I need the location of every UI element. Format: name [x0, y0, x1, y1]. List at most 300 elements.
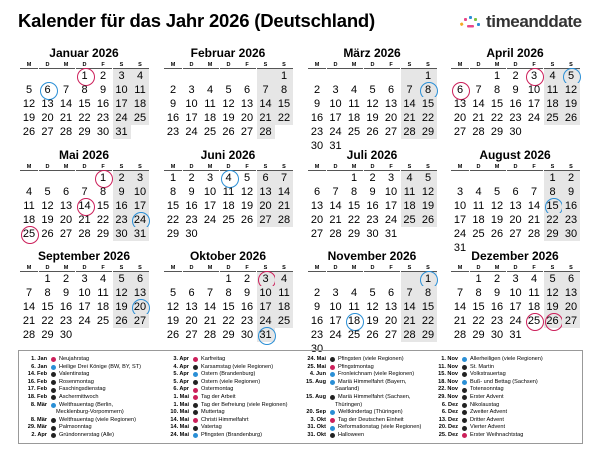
legend-item: [434, 364, 543, 372]
legend-holiday-name: Heilige Drei Könige (BW, BY, ST): [59, 363, 141, 370]
day-cell: 30: [509, 126, 522, 138]
legend-item: [165, 356, 287, 364]
bullet-icon: [330, 372, 335, 377]
legend-holiday-name: Weltkindertag (Thüringen): [338, 409, 403, 416]
day-cell: 21: [275, 199, 293, 213]
weekday-header: F: [382, 264, 400, 272]
day-cell: 16: [96, 98, 110, 110]
legend-item: [165, 364, 287, 372]
day-cell: 14: [275, 185, 293, 199]
day-cell: 2: [99, 70, 107, 82]
weekday-header: S: [544, 163, 562, 171]
weekday-header: S: [562, 61, 580, 69]
weekday-header: S: [113, 163, 131, 171]
day-cell: 8: [99, 186, 107, 198]
legend-item: [165, 379, 287, 387]
legend-item: [165, 409, 287, 417]
day-cell: 6: [562, 272, 580, 286]
legend-item: [302, 409, 421, 417]
month-title: November 2026: [327, 249, 417, 263]
weekday-header: D: [76, 163, 94, 171]
day-cell: 15: [96, 200, 110, 212]
day-cell: 11: [528, 287, 540, 299]
day-cell: 22: [472, 315, 485, 327]
day-cell: 29: [419, 328, 437, 342]
legend-holiday-name: Gründonnerstag (Alle): [59, 431, 115, 438]
day-cell: 10: [185, 98, 198, 110]
day-cell: 10: [131, 185, 149, 199]
day-cell: 26: [41, 228, 54, 240]
day-cell: 8: [275, 83, 293, 97]
bullet-icon: [330, 395, 335, 400]
legend-holiday-name: Pfingstmontag: [338, 363, 374, 370]
day-cell: 13: [384, 98, 398, 110]
day-cell: 8: [419, 286, 437, 300]
bullet-icon: [462, 410, 467, 415]
day-cell: 26: [113, 314, 131, 328]
day-cell: 3: [257, 272, 275, 286]
legend-holiday-name: Rosenmontag: [59, 378, 94, 385]
empty-cell: [525, 171, 543, 185]
legend-holiday-name: Neujahrstag: [59, 356, 90, 362]
empty-cell: [364, 272, 382, 286]
day-cell: 15: [472, 301, 485, 313]
day-cell: 9: [512, 84, 519, 96]
day-cell: 12: [166, 301, 180, 313]
day-cell: 19: [41, 214, 54, 226]
day-cell: 30: [240, 329, 254, 341]
day-cell: 1: [169, 172, 177, 184]
day-cell: 26: [366, 126, 379, 138]
weekday-header: D: [220, 264, 238, 272]
day-cell: 6: [62, 186, 70, 198]
day-cell: 9: [113, 185, 131, 199]
day-cell: 19: [222, 112, 235, 124]
weekday-header: S: [401, 61, 419, 69]
weekday-header: D: [470, 163, 488, 171]
day-cell: 10: [329, 301, 342, 313]
day-cell: 29: [347, 228, 361, 240]
day-cell: 8: [350, 186, 358, 198]
day-cell: 1: [94, 171, 112, 185]
day-cell: 24: [329, 126, 342, 138]
weekday-header: S: [419, 264, 437, 272]
weekday-header: S: [131, 61, 149, 69]
day-cell: 13: [185, 301, 198, 313]
legend-date: 15. Nov: [438, 371, 458, 378]
day-cell: 9: [493, 287, 501, 299]
empty-cell: [220, 69, 238, 83]
day-cell: 19: [490, 214, 504, 226]
day-cell: 3: [206, 172, 214, 184]
day-cell: 3: [113, 69, 131, 83]
day-cell: 28: [78, 228, 91, 240]
empty-cell: [382, 272, 400, 286]
month-days-grid: [308, 163, 437, 241]
weekday-header: M: [201, 163, 219, 171]
day-cell: 13: [509, 200, 522, 212]
legend-date: 16. Feb: [27, 378, 47, 385]
day-cell: 10: [113, 83, 131, 97]
month-title: Februar 2026: [190, 46, 266, 60]
day-cell: 11: [348, 98, 360, 110]
day-cell: 14: [472, 98, 485, 110]
day-cell: 25: [96, 315, 110, 327]
day-cell: 28: [59, 126, 73, 138]
bullet-icon: [462, 357, 467, 362]
day-cell: 20: [509, 214, 522, 226]
day-cell: 31: [509, 329, 522, 341]
weekday-header: D: [183, 61, 201, 69]
day-cell: 14: [329, 200, 342, 212]
day-cell: 4: [401, 171, 419, 185]
day-cell: 10: [203, 186, 217, 198]
legend-date: 11. Nov: [438, 363, 458, 370]
day-cell: 16: [240, 301, 254, 313]
empty-cell: [327, 171, 345, 185]
day-cell: 16: [490, 301, 504, 313]
bullet-icon: [330, 410, 335, 415]
day-cell: 1: [493, 70, 501, 82]
bullet-icon: [462, 380, 467, 385]
day-cell: 5: [169, 287, 177, 299]
legend-item: [302, 394, 421, 402]
legend-holiday-name: Valentinstag: [59, 371, 90, 378]
month-days-grid: [20, 163, 149, 241]
empty-cell: [401, 272, 419, 286]
empty-cell: [345, 272, 363, 286]
legend-holiday-name: Allerheiligen (viele Regionen): [470, 356, 543, 362]
empty-cell: [470, 69, 488, 83]
day-cell: 25: [525, 314, 543, 328]
day-cell: 3: [332, 287, 339, 299]
day-cell: 22: [347, 214, 361, 226]
day-cell: 5: [369, 84, 376, 96]
bullet-icon: [193, 365, 198, 370]
day-cell: 22: [419, 111, 437, 125]
legend-holiday-name: Pfingsten (Brandenburg): [201, 431, 262, 438]
day-cell: 27: [131, 314, 149, 328]
day-cell: 18: [544, 97, 562, 111]
day-cell: 15: [41, 301, 54, 313]
day-cell: 1: [419, 272, 437, 286]
day-cell: 13: [131, 286, 149, 300]
legend-item: [23, 386, 141, 394]
day-cell: 8: [475, 287, 482, 299]
legend-item: [165, 394, 287, 402]
bullet-icon: [193, 395, 198, 400]
legend-holiday-name: Karsamstag (viele Regionen): [201, 363, 274, 370]
weekday-header: D: [39, 61, 57, 69]
weekday-header: M: [201, 61, 219, 69]
empty-cell: [364, 69, 382, 83]
day-cell: 11: [401, 185, 419, 199]
day-cell: 19: [419, 199, 437, 213]
day-cell: 22: [419, 314, 437, 328]
day-cell: 9: [99, 84, 107, 96]
day-cell: 6: [512, 186, 519, 198]
weekday-header: S: [275, 264, 293, 272]
day-cell: 13: [240, 98, 254, 110]
day-cell: 6: [387, 287, 395, 299]
day-cell: 28: [257, 125, 275, 139]
day-cell: 16: [166, 112, 180, 124]
empty-cell: [57, 69, 75, 83]
empty-cell: [507, 171, 525, 185]
weekday-header: M: [57, 163, 75, 171]
day-cell: 18: [22, 214, 36, 226]
weekday-header: M: [488, 264, 506, 272]
day-cell: 10: [384, 186, 398, 198]
day-cell: 24: [78, 315, 91, 327]
day-cell: 20: [185, 315, 198, 327]
empty-cell: [20, 69, 38, 83]
legend-date: 25. Dez: [438, 431, 458, 438]
day-cell: 27: [384, 126, 398, 138]
day-cell: 24: [185, 126, 198, 138]
day-cell: 3: [81, 273, 88, 285]
month-days-grid: [451, 61, 580, 139]
day-cell: 3: [131, 171, 149, 185]
weekday-header: M: [57, 61, 75, 69]
day-cell: 21: [78, 214, 91, 226]
legend-item: [302, 417, 421, 425]
legend-holiday-name: Faschingsdienstag: [59, 386, 106, 393]
day-cell: 16: [59, 301, 73, 313]
day-cell: 14: [527, 200, 541, 212]
day-cell: 31: [257, 328, 275, 342]
day-cell: 7: [81, 186, 88, 198]
day-cell: 9: [188, 186, 195, 198]
day-cell: 20: [131, 300, 149, 314]
day-cell: 17: [384, 200, 398, 212]
month-days-grid: [20, 264, 149, 342]
day-cell: 12: [366, 98, 379, 110]
bullet-icon: [462, 426, 467, 431]
day-cell: 17: [453, 214, 467, 226]
day-cell: 18: [472, 214, 485, 226]
legend-date: 8. Mär: [30, 416, 47, 423]
empty-cell: [451, 69, 469, 83]
weekday-header: S: [113, 61, 131, 69]
bullet-icon: [462, 372, 467, 377]
day-cell: 24: [527, 112, 541, 124]
weekday-header: D: [364, 61, 382, 69]
legend-item: [302, 356, 421, 364]
bullet-icon: [462, 433, 467, 438]
day-cell: 15: [419, 97, 437, 111]
month-days-grid: [164, 264, 293, 342]
month-title: April 2026: [486, 46, 544, 60]
legend-holiday-name: Ostern (viele Regionen): [201, 378, 261, 385]
day-cell: 21: [527, 214, 541, 226]
legend-column: [165, 356, 287, 440]
day-cell: 29: [78, 126, 91, 138]
month-11: [307, 249, 437, 356]
day-cell: 26: [240, 214, 254, 226]
weekday-header: D: [470, 264, 488, 272]
bullet-icon: [330, 380, 335, 385]
legend-continuation: Saarland): [335, 386, 360, 393]
legend-item: [434, 417, 543, 425]
page-title: Kalender für das Jahr 2026 (Deutschland): [18, 10, 375, 31]
day-cell: 10: [509, 287, 522, 299]
day-cell: 21: [401, 314, 419, 328]
day-cell: 12: [113, 286, 131, 300]
empty-cell: [20, 171, 38, 185]
weekday-header: S: [401, 264, 419, 272]
day-cell: 4: [25, 186, 33, 198]
legend-holiday-name: Zweiter Advent: [470, 409, 507, 416]
legend-date: 22. Nov: [438, 386, 458, 393]
day-cell: 12: [22, 98, 36, 110]
day-cell: 25: [544, 111, 562, 125]
legend-date: 3. Okt: [310, 416, 326, 423]
empty-cell: [39, 69, 57, 83]
day-cell: 1: [76, 69, 94, 83]
legend-date: 3. Apr: [173, 356, 189, 362]
empty-cell: [308, 171, 326, 185]
day-cell: 18: [203, 112, 217, 124]
day-cell: 13: [41, 98, 54, 110]
day-cell: 4: [99, 273, 107, 285]
legend-holiday-name: Totensonntag: [470, 386, 504, 393]
day-cell: 9: [169, 98, 177, 110]
day-cell: 17: [131, 199, 149, 213]
day-cell: 23: [59, 315, 73, 327]
day-cell: 22: [490, 112, 504, 124]
day-cell: 20: [257, 199, 275, 213]
day-cell: 29: [472, 329, 485, 341]
day-cell: 21: [257, 111, 275, 125]
legend-holiday-name: Mariä Himmelfahrt (Bayern,: [338, 378, 407, 385]
legend-date: 15. Aug: [306, 393, 326, 400]
day-cell: 14: [257, 97, 275, 111]
legend-column: [302, 356, 421, 440]
weekday-header: M: [164, 61, 182, 69]
day-cell: 4: [350, 287, 358, 299]
day-cell: 22: [166, 214, 180, 226]
bullet-icon: [330, 426, 335, 431]
day-cell: 2: [113, 171, 131, 185]
legend-date: 20. Dez: [438, 424, 458, 431]
day-cell: 30: [366, 228, 379, 240]
day-cell: 30: [490, 329, 504, 341]
day-cell: 10: [329, 98, 342, 110]
month-8: [450, 148, 580, 255]
day-cell: 1: [225, 273, 232, 285]
weekday-header: S: [131, 163, 149, 171]
month-title: Januar 2026: [49, 46, 119, 60]
day-cell: 6: [39, 83, 57, 97]
day-cell: 17: [509, 301, 522, 313]
bullet-icon: [193, 418, 198, 423]
logo-text: timeanddate: [486, 12, 582, 31]
day-cell: 2: [562, 171, 580, 185]
day-cell: 1: [44, 273, 51, 285]
day-cell: 22: [78, 112, 91, 124]
day-cell: 19: [562, 97, 580, 111]
weekday-header: F: [525, 163, 543, 171]
legend-holiday-name: Weltfrauentag (Berlin,: [59, 401, 113, 408]
month-2: [163, 46, 293, 139]
day-cell: 26: [419, 213, 437, 227]
legend-holiday-name: Volkstrauertag: [470, 371, 506, 378]
bullet-icon: [330, 418, 335, 423]
day-cell: 26: [366, 329, 379, 341]
legend-date: 14. Feb: [27, 371, 47, 378]
day-cell: 23: [562, 213, 580, 227]
bullet-icon: [193, 426, 198, 431]
month-title: Oktober 2026: [189, 249, 267, 263]
weekday-header: M: [308, 163, 326, 171]
legend-item: [434, 356, 543, 364]
legend-item: [23, 424, 141, 432]
day-cell: 26: [22, 126, 36, 138]
month-5: [19, 148, 149, 241]
weekday-header: F: [238, 61, 256, 69]
weekday-header: S: [113, 264, 131, 272]
day-cell: 20: [384, 112, 398, 124]
day-cell: 20: [562, 300, 580, 314]
legend-holiday-name: Christi Himmelfahrt: [201, 416, 249, 423]
day-cell: 7: [257, 83, 275, 97]
legend-holiday-name: Erster Weihnachtstag: [470, 431, 524, 438]
weekday-header: M: [164, 264, 182, 272]
legend-holiday-name: Halloween: [338, 431, 365, 438]
bullet-icon: [51, 357, 56, 362]
day-cell: 30: [185, 228, 198, 240]
day-cell: 8: [81, 84, 88, 96]
legend-date: 5. Apr: [173, 371, 189, 378]
day-cell: 27: [310, 228, 324, 240]
timeanddate-logo[interactable]: [458, 12, 582, 32]
bullet-icon: [462, 395, 467, 400]
day-cell: 2: [313, 84, 321, 96]
bullet-icon: [193, 372, 198, 377]
day-cell: 7: [456, 287, 464, 299]
day-cell: 1: [544, 171, 562, 185]
legend-date: 24. Mai: [170, 431, 189, 438]
day-cell: 11: [131, 83, 149, 97]
empty-cell: [183, 69, 201, 83]
month-4: [450, 46, 580, 139]
legend-holiday-name: Nikolaustag: [470, 401, 500, 408]
day-cell: 6: [188, 287, 195, 299]
day-cell: 7: [401, 83, 419, 97]
day-cell: 12: [490, 200, 504, 212]
day-cell: 24: [329, 329, 342, 341]
weekday-header: F: [525, 264, 543, 272]
weekday-header: M: [20, 163, 38, 171]
day-cell: 4: [131, 69, 149, 83]
day-cell: 12: [419, 185, 437, 199]
legend-item: [165, 386, 287, 394]
day-cell: 11: [97, 287, 109, 299]
weekday-header: D: [220, 163, 238, 171]
day-cell: 26: [490, 228, 504, 240]
empty-cell: [382, 69, 400, 83]
day-cell: 23: [490, 315, 504, 327]
day-cell: 16: [310, 112, 324, 124]
day-cell: 2: [188, 172, 195, 184]
weekday-header: M: [451, 61, 469, 69]
day-cell: 17: [185, 112, 198, 124]
bullet-icon: [462, 403, 467, 408]
day-cell: 7: [475, 84, 482, 96]
day-cell: 14: [22, 301, 36, 313]
weekday-header: D: [39, 264, 57, 272]
